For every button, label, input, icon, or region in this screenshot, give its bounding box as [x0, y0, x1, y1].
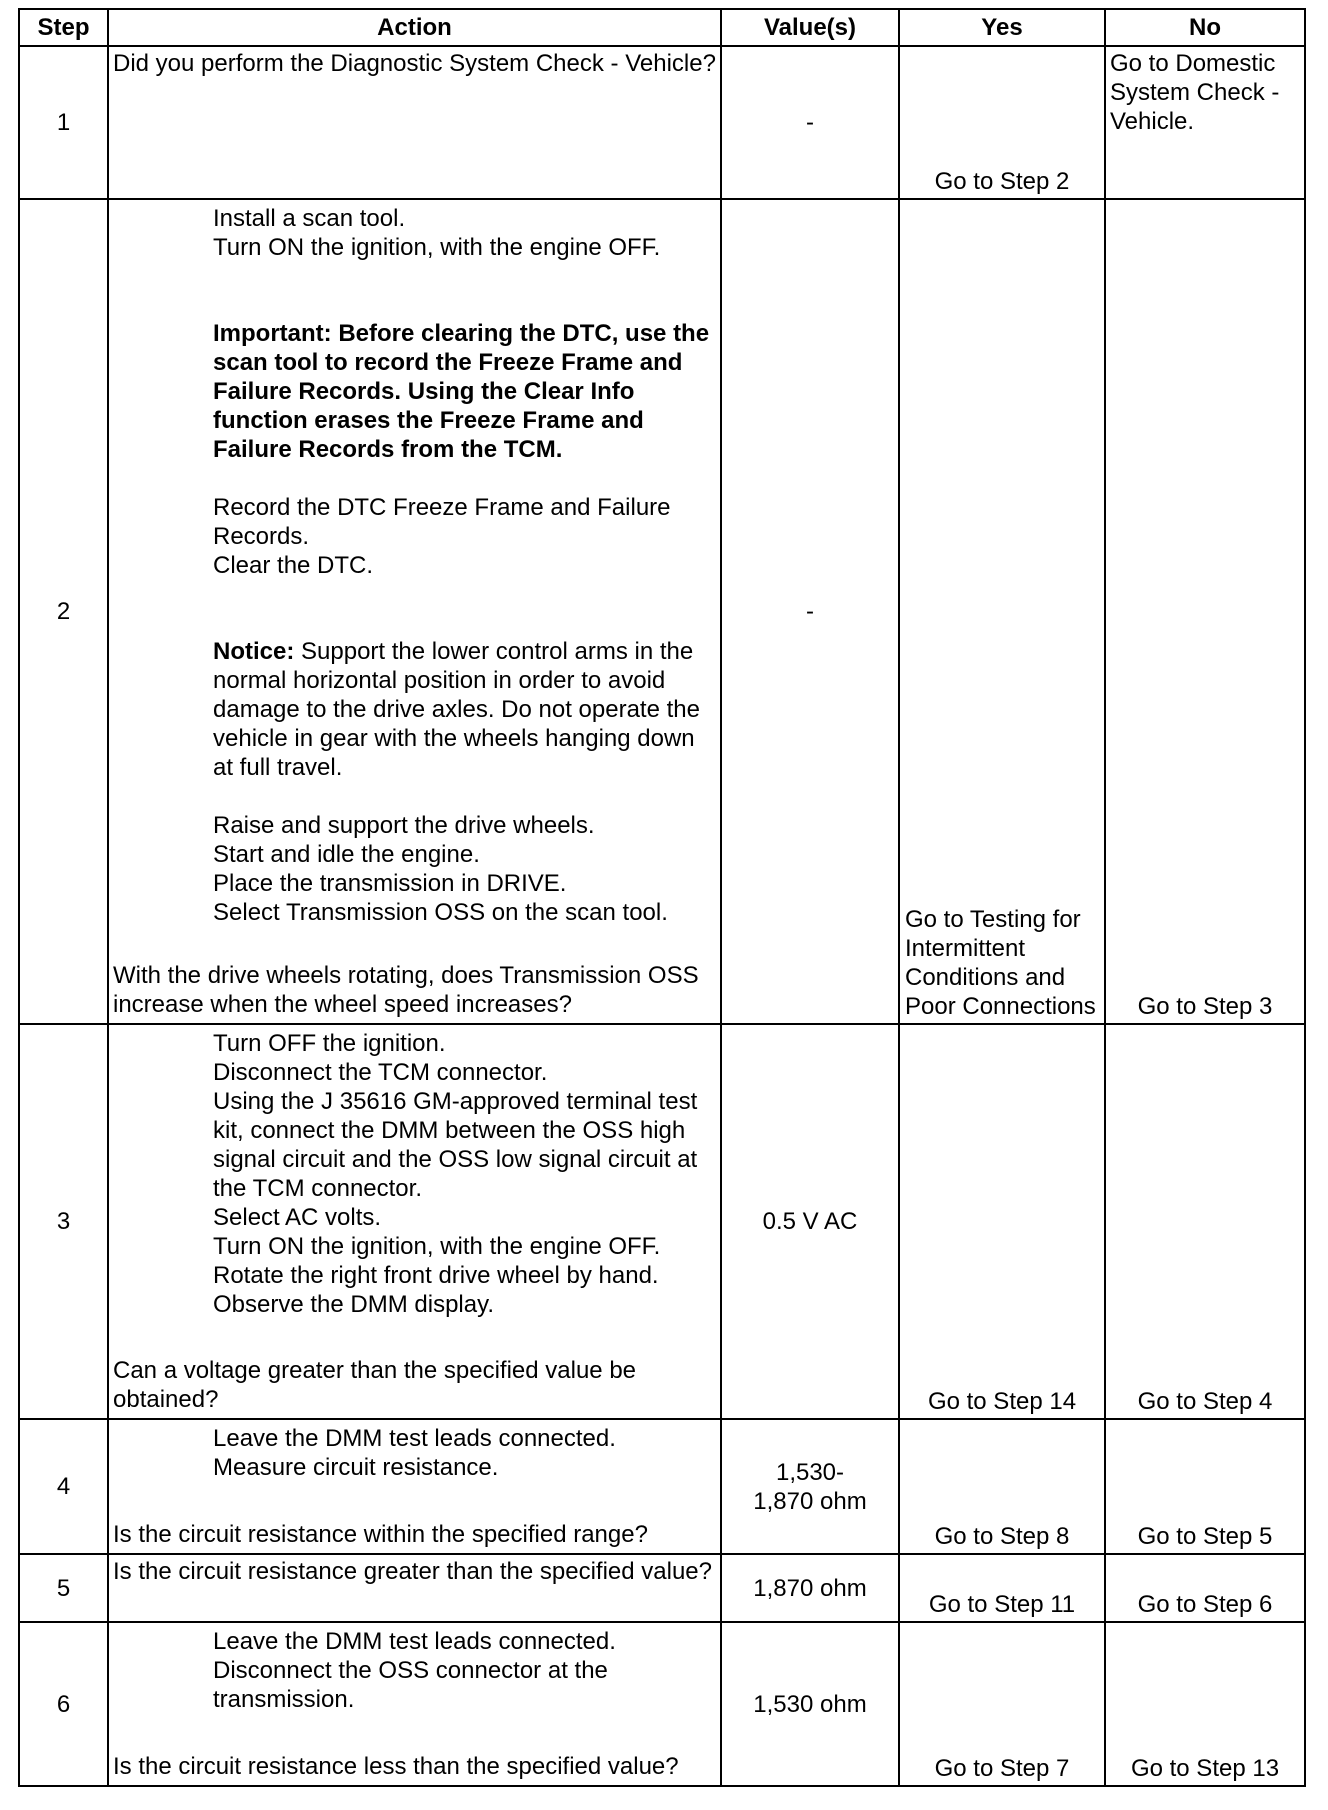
action-line: Record the DTC Freeze Frame and Failure Records. [213, 494, 671, 550]
action-line: Select AC volts. [213, 1204, 382, 1231]
action-line: Leave the DMM test leads connected. [213, 1425, 616, 1452]
no-cell [1105, 1554, 1305, 1622]
action-line: Measure circuit resistance. [213, 1454, 499, 1481]
action-cell [108, 199, 721, 1024]
action-line: Install a scan tool. [213, 205, 406, 232]
header-no: No [1105, 9, 1305, 46]
value-cell: - [721, 46, 899, 199]
action-question: Can a voltage greater than the specified value be obtained? [113, 1357, 637, 1413]
table-row [19, 1024, 1305, 1419]
header-step: Step [19, 9, 108, 46]
yes-cell [899, 199, 1105, 1024]
value-cell: 0.5 V AC [721, 1024, 899, 1419]
table-row [19, 46, 1305, 199]
action-cell [108, 46, 721, 199]
no-link[interactable]: Go to Step 4 [1137, 1388, 1273, 1415]
action-line: Start and idle the engine. [213, 841, 480, 868]
step-number: 4 [19, 1419, 108, 1554]
value-cell: 1,530 ohm [721, 1622, 899, 1786]
no-link[interactable]: Go to Domestic System Check - Vehicle. [1110, 50, 1280, 135]
action-cell [108, 1622, 721, 1786]
action-line: Rotate the right front drive wheel by hand. [213, 1262, 659, 1289]
table-row [19, 1622, 1305, 1786]
action-line: Using the J 35616 GM-approved terminal test kit, connect the DMM between the OSS high signal circuit and the OSS low signal circuit at the TCM connector. [213, 1088, 698, 1202]
yes-link[interactable]: Go to Step 7 [934, 1755, 1070, 1782]
action-cell [108, 1554, 721, 1622]
table-row [19, 1419, 1305, 1554]
header-yes: Yes [899, 9, 1105, 46]
action-question: Is the circuit resistance within the specified range? [113, 1521, 648, 1548]
no-cell [1105, 1622, 1305, 1786]
action-line: Place the transmission in DRIVE. [213, 870, 567, 897]
value-cell: - [721, 199, 899, 1024]
no-cell [1105, 46, 1305, 199]
diagnostic-table [18, 8, 1306, 1787]
no-link[interactable]: Go to Step 13 [1130, 1755, 1280, 1782]
no-link[interactable]: Go to Step 5 [1137, 1523, 1273, 1550]
yes-cell [899, 1024, 1105, 1419]
value-cell [721, 1419, 899, 1554]
action-line: Turn ON the ignition, with the engine OFF. [213, 234, 661, 261]
no-cell [1105, 1419, 1305, 1554]
action-line: Turn OFF the ignition. [213, 1030, 446, 1057]
yes-link[interactable]: Go to Step 8 [934, 1523, 1070, 1550]
yes-link[interactable]: Go to Testing for Intermittent Conditions and Poor Connections [905, 906, 1096, 1020]
action-question: With the drive wheels rotating, does Transmission OSS increase when the wheel speed increases? [113, 962, 699, 1018]
action-line: Clear the DTC. [213, 552, 374, 579]
action-question: Is the circuit resistance less than the specified value? [113, 1753, 679, 1780]
value-text: 1,530-1,870 ohm [753, 1458, 867, 1515]
header-action: Action [108, 9, 721, 46]
notice-note [113, 637, 716, 782]
header-values: Value(s) [721, 9, 899, 46]
step-number: 3 [19, 1024, 108, 1419]
action-cell [108, 1419, 721, 1554]
action-line: Disconnect the OSS connector at the transmission. [213, 1657, 608, 1713]
action-cell [108, 1024, 721, 1419]
yes-link[interactable]: Go to Step 2 [934, 168, 1070, 195]
table-row [19, 1554, 1305, 1622]
yes-link[interactable]: Go to Step 11 [928, 1591, 1076, 1618]
no-link[interactable]: Go to Step 3 [1137, 993, 1273, 1020]
yes-cell [899, 46, 1105, 199]
step-number: 6 [19, 1622, 108, 1786]
yes-link[interactable]: Go to Step 14 [927, 1388, 1077, 1415]
yes-cell [899, 1622, 1105, 1786]
header-row [19, 9, 1305, 46]
action-line: Raise and support the drive wheels. [213, 812, 595, 839]
notice-label: Notice: [213, 638, 295, 665]
step-number: 1 [19, 46, 108, 199]
important-note: Important: Before clearing the DTC, use the scan tool to record the Freeze Frame and Failure Records. Using the Clear Info function erases the Freeze Frame and Failure Records from the TCM. [213, 320, 710, 463]
action-question: Is the circuit resistance greater than the specified value? [113, 1558, 712, 1585]
yes-cell [899, 1419, 1105, 1554]
action-line: Select Transmission OSS on the scan tool. [213, 899, 668, 926]
no-link[interactable]: Go to Step 6 [1137, 1591, 1273, 1618]
no-cell [1105, 199, 1305, 1024]
yes-cell [899, 1554, 1105, 1622]
action-line: Turn ON the ignition, with the engine OFF. [213, 1233, 661, 1260]
notice-text: Support the lower control arms in the normal horizontal position in order to avoid damage to the drive axles. Do not operate the vehicle in gear with the wheels hanging down at full travel. [213, 638, 700, 781]
step-number: 2 [19, 199, 108, 1024]
step-number: 5 [19, 1554, 108, 1622]
no-cell [1105, 1024, 1305, 1419]
action-question: Did you perform the Diagnostic System Check - Vehicle? [113, 50, 716, 77]
action-line: Disconnect the TCM connector. [213, 1059, 548, 1086]
value-cell: 1,870 ohm [721, 1554, 899, 1622]
action-line: Leave the DMM test leads connected. [213, 1628, 616, 1655]
action-line: Observe the DMM display. [213, 1291, 494, 1318]
table-row [19, 199, 1305, 1024]
